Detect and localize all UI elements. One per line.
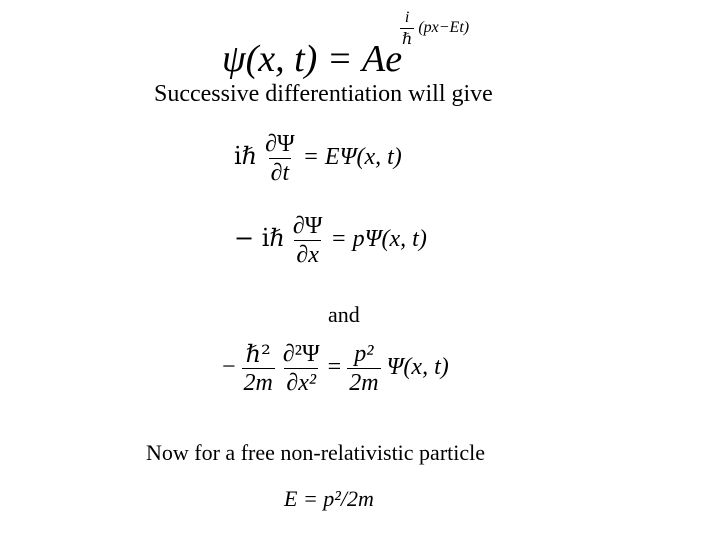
time-coef: iℏ [234, 142, 258, 171]
space-denominator: ∂x [296, 242, 319, 268]
p-sq-numerator: p² [354, 341, 374, 367]
space-derivative-equation [234, 214, 427, 267]
space-numerator: ∂Ψ [292, 213, 323, 239]
space-rhs: = pΨ(x, t) [330, 226, 427, 253]
wavefunction-exponent [400, 10, 469, 47]
space-fraction [291, 214, 325, 267]
hbar-sq-fraction [242, 342, 275, 395]
exponent-term: (px−Et) [418, 19, 470, 37]
second-derivative-equation [222, 342, 449, 395]
energy-relation: E = p²/2m [284, 486, 374, 511]
time-numerator: ∂Ψ [265, 131, 295, 157]
hbar-sq-denominator: 2m [243, 370, 273, 396]
time-derivative-equation [234, 132, 402, 185]
time-rhs: = EΨ(x, t) [302, 144, 402, 171]
p-sq-fraction [347, 342, 380, 395]
time-fraction [263, 132, 297, 185]
space-coef: − iℏ [234, 224, 285, 253]
wavefunction-equation [222, 40, 402, 78]
sd-equals: = [327, 354, 342, 381]
exponent-numerator: i [404, 9, 410, 26]
exponent-fraction [400, 10, 414, 47]
wavefunction-lhs: ψ(x, t) = Ae [222, 38, 403, 80]
successive-text: Successive differentiation will give [154, 81, 493, 107]
second-partial-fraction [281, 342, 322, 395]
time-denominator: ∂t [270, 160, 290, 186]
p-sq-denominator: 2m [349, 370, 379, 396]
free-particle-text: Now for a free non-relativistic particle [146, 440, 486, 465]
and-text: and [328, 302, 360, 327]
second-partial-numerator: ∂²Ψ [282, 341, 320, 367]
sd-minus: − [222, 354, 236, 381]
sd-rhs: Ψ(x, t) [386, 354, 449, 381]
second-partial-denominator: ∂x² [286, 370, 317, 396]
exponent-denominator: ℏ [402, 29, 413, 48]
hbar-sq-numerator: ℏ² [245, 340, 271, 368]
